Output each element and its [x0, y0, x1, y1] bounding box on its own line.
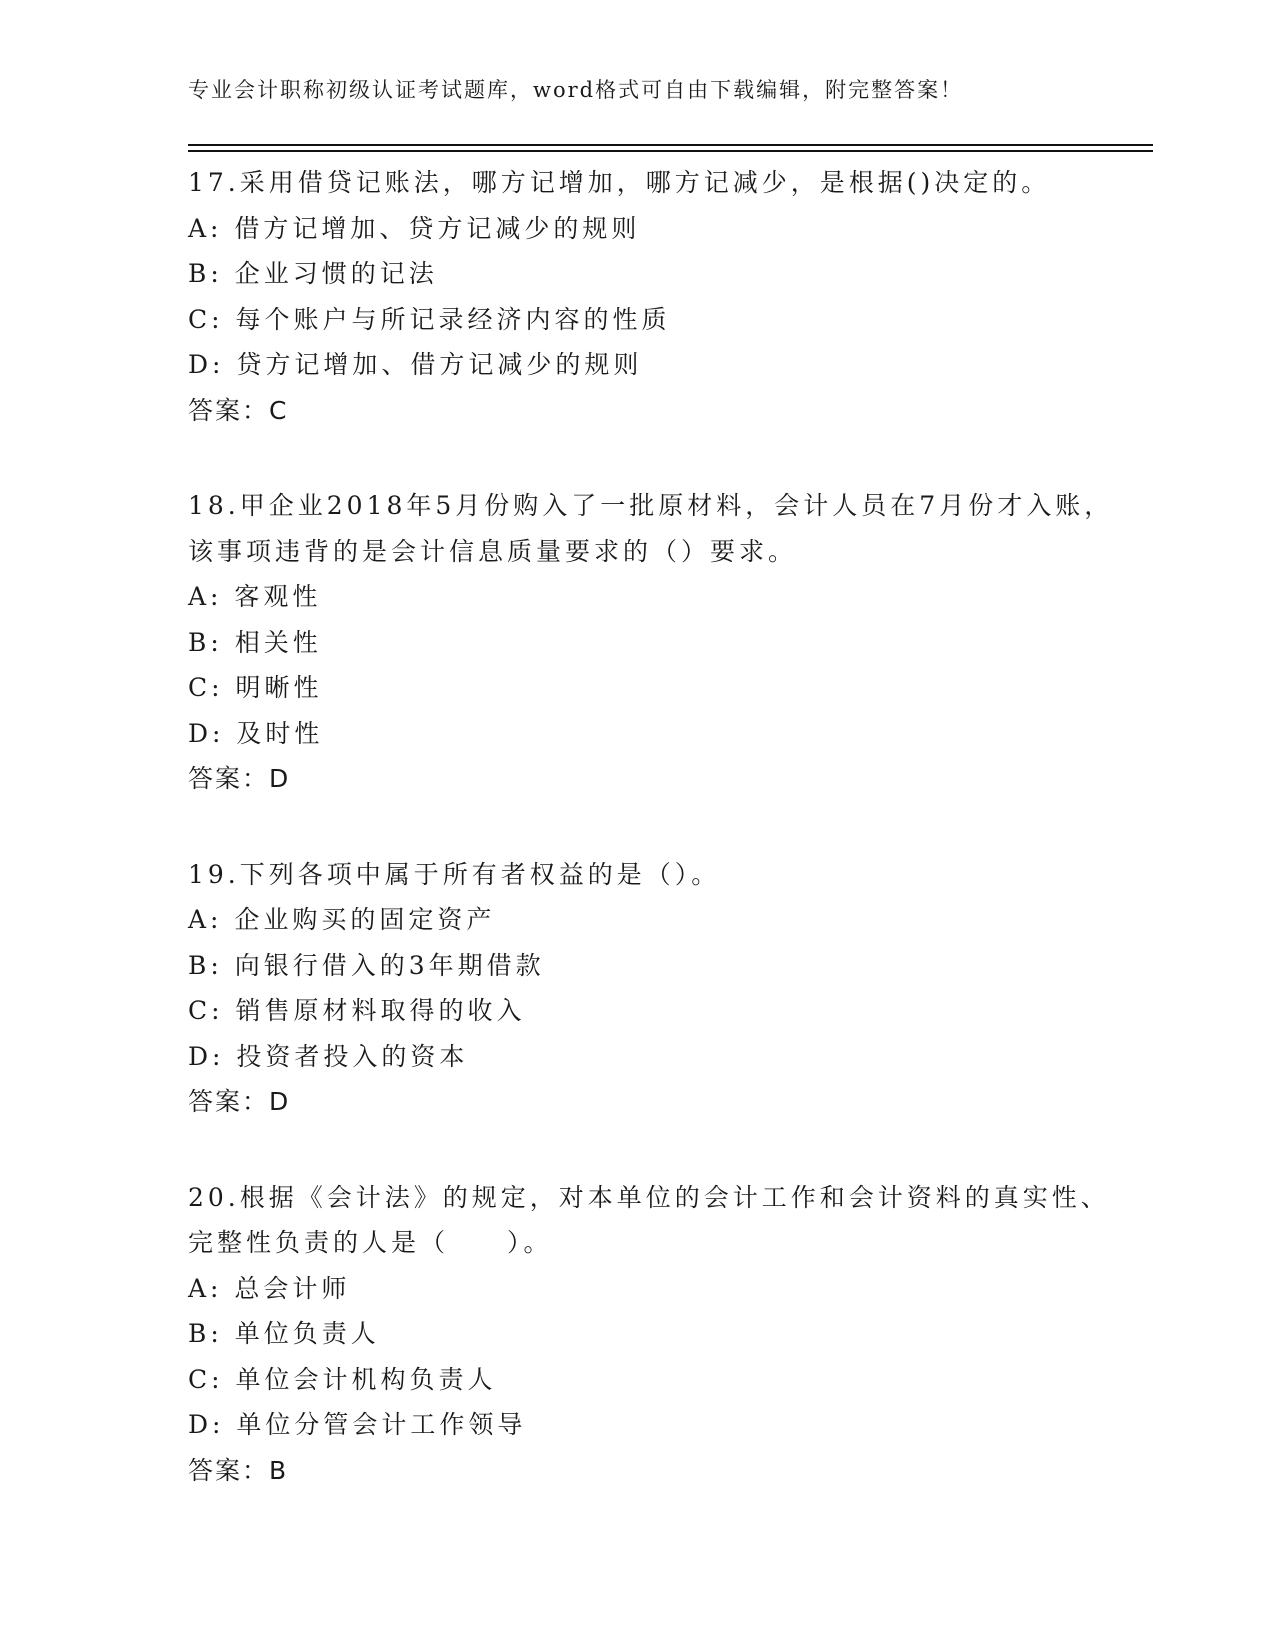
- option-b: B: 企业习惯的记法: [188, 259, 438, 288]
- answer: 答案：B: [188, 1455, 289, 1485]
- option-b: B: 单位负责人: [188, 1319, 380, 1348]
- option-d: D: 贷方记增加、借方记减少的规则: [188, 350, 643, 379]
- question-19: [188, 852, 1128, 1125]
- answer: 答案：D: [188, 764, 291, 793]
- option-d: D: 投资者投入的资本: [188, 1041, 469, 1071]
- question-list: [188, 160, 1128, 1543]
- option-b: B: 向银行借入的3年期借款: [188, 950, 545, 980]
- option-b: B: 相关性: [188, 627, 322, 657]
- question-stem: 18.甲企业2018年5月份购入了一批原材料，会计人员在7月份才入账，该事项违背的是会计信息质量要求的（）要求。: [188, 491, 1114, 566]
- option-a: A: 企业购买的固定资产: [188, 905, 496, 934]
- option-c: C: 明晰性: [188, 673, 323, 702]
- option-a: A: 借方记增加、贷方记减少的规则: [188, 213, 641, 243]
- option-a: A: 总会计师: [188, 1273, 351, 1303]
- header-rule-bottom: [188, 150, 1153, 152]
- question-17: [188, 160, 1128, 433]
- question-18: [188, 483, 1128, 802]
- option-d: D: 及时性: [188, 718, 324, 748]
- option-c: C: 单位会计机构负责人: [188, 1364, 497, 1394]
- answer: 答案：C: [188, 395, 289, 425]
- question-stem: 20.根据《会计法》的规定，对本单位的会计工作和会计资料的真实性、完整性负责的人是（ ）。: [188, 1182, 1110, 1257]
- question-stem: 17.采用借贷记账法，哪方记增加，哪方记减少，是根据()决定的。: [188, 168, 1051, 197]
- header-rule-top: [188, 144, 1153, 146]
- question-stem: 19.下列各项中属于所有者权益的是（）。: [188, 859, 721, 889]
- answer: 答案：D: [188, 1087, 291, 1116]
- option-a: A: 客观性: [188, 582, 322, 611]
- option-d: D: 单位分管会计工作领导: [188, 1410, 527, 1439]
- option-c: C: 销售原材料取得的收入: [188, 996, 526, 1025]
- option-c: C: 每个账户与所记录经济内容的性质: [188, 304, 671, 334]
- document-header: 专业会计职称初级认证考试题库，word格式可自由下载编辑，附完整答案！: [188, 78, 964, 102]
- question-20: [188, 1175, 1128, 1494]
